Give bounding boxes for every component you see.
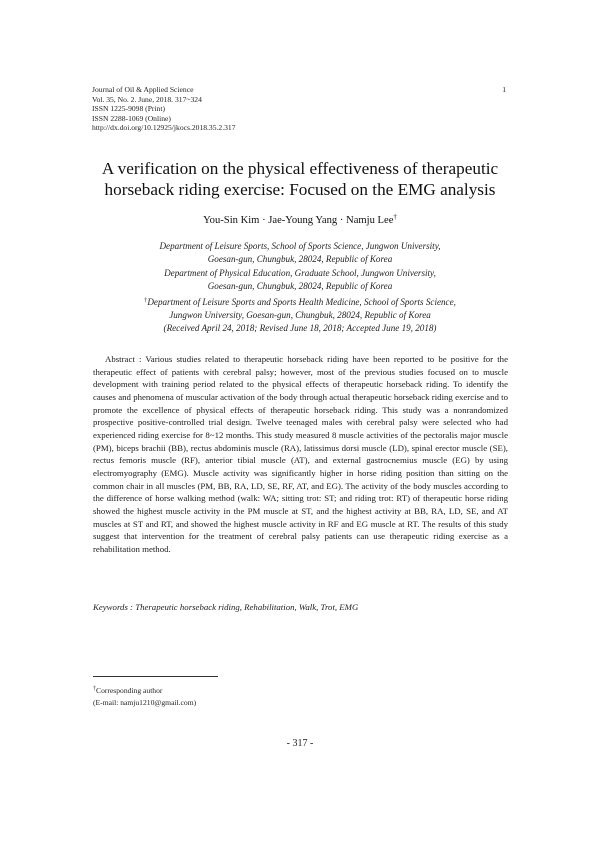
abstract-label: Abstract :	[105, 354, 146, 364]
abstract-text: Various studies related to therapeutic horseback riding have been reported to be positive for the therapeutic effect of patients with cerebral palsy; however, most of the previous studies focused on to muscle development with training period related to the physical effects of therapeutic horseback riding. To identify the causes and phenomena of muscular activation of the body through actual therapeutic horseback riding exercise and to promote the excellence of physical effects of therapeutic horseback riding. This study was a nonrandomized prospective positive-controlled trial design. Twelve teenaged males with cerebral palsy were selected who had experienced riding exercise for 8~12 months. This study measured 8 muscle activities of the pectoralis major muscle (PM), biceps brachii (BB), rectus abdominis muscle (RA), latissimus dorsi muscle (LD), spinal erector muscle (SE), rectus femoris muscle (RF), anterior tibial muscle (AT), and external gastrocnemius muscle (EG) by using electromyography (EMG). Muscle activity was significantly higher in horse riding position than sitting on the common chair in all muscles (PM, BB, RA, LD, SE, RF, AT, and EG). The activity of the body muscles according to the difference of horse walking method (walk: WA; sitting trot: ST; and riding trot: RT) of therapeutic horse riding showed the highest muscle activity in the PM muscle at ST, and the highest activity at BB, RA, LD, SE, and AT muscles at ST and RT, and showed the highest muscle activity in RF and EG muscle at RT. The results of this study suggest that intervention for the treatment of cerebral palsy patients can use therapeutic riding exercise as a rehabilitation method.	[93, 354, 508, 554]
author-names: You-Sin Kim · Jae-Young Yang · Namju Lee	[203, 215, 394, 226]
received-dates: (Received April 24, 2018; Revised June 18, 2018; Accepted June 19, 2018)	[163, 323, 437, 334]
title-line-1: A verification on the physical effectiveness of therapeutic	[101, 159, 499, 178]
affiliation-line: Department of Leisure Sports, School of Sports Science, Jungwon University,	[159, 241, 441, 251]
affiliations	[60, 240, 540, 336]
journal-volume: Vol. 35, No. 2. June, 2018. 317~324	[92, 94, 202, 104]
title-line-2: horseback riding exercise: Focused on the EMG analysis	[104, 180, 496, 199]
page-number-bottom: - 317 -	[286, 738, 314, 749]
affiliation-line: Goesan-gun, Chungbuk, 28024, Republic of Korea	[207, 254, 393, 265]
doi-link[interactable]: http://dx.doi.org/10.12925/jkocs.2018.35.2.317	[92, 123, 236, 133]
footnote-divider	[93, 676, 218, 677]
footnote-email: (E-mail: namju1210@gmail.com)	[93, 698, 197, 708]
affiliation-line: Department of Physical Education, Graduate School, Jungwon University,	[164, 267, 436, 278]
page-number-top: 1	[502, 85, 506, 94]
abstract	[93, 353, 508, 556]
footnote-label: Corresponding author	[96, 686, 163, 695]
keywords: Keywords : Therapeutic horseback riding, Rehabilitation, Walk, Trot, EMG	[93, 602, 359, 612]
affiliation-line: †Department of Leisure Sports and Sports Health Medicine, School of Sports Science,	[144, 296, 456, 307]
journal-name: Journal of Oil & Applied Science	[92, 85, 194, 94]
footnote	[93, 683, 196, 709]
issn-online: ISSN 2288-1069 (Online)	[92, 113, 171, 123]
paper-title	[60, 158, 540, 200]
affiliation-mark: †	[144, 296, 148, 304]
author-list	[60, 213, 540, 226]
corresponding-mark: †	[393, 213, 397, 221]
journal-header	[92, 85, 236, 133]
issn-print: ISSN 1225-9098 (Print)	[92, 104, 165, 114]
footnote-mark: †	[93, 686, 96, 692]
affiliation-line: Goesan-gun, Chungbuk, 28024, Republic of Korea	[207, 281, 393, 292]
affiliation-line: Jungwon University, Goesan-gun, Chungbuk, 28024, Republic of Korea	[169, 310, 431, 321]
